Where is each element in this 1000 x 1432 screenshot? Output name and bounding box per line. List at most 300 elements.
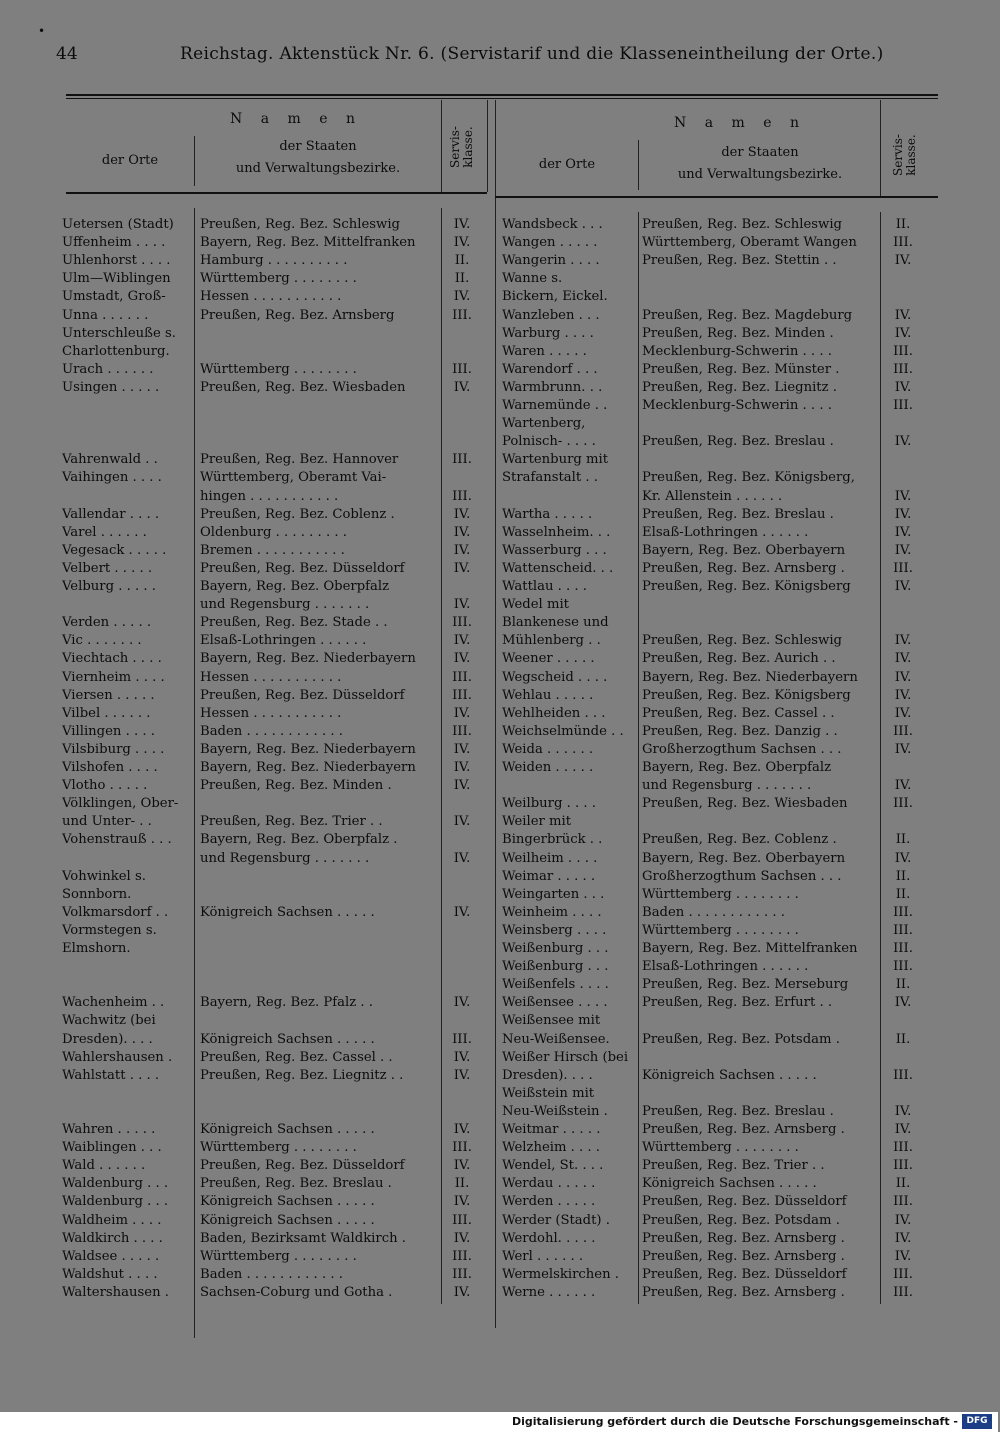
table-row xyxy=(502,976,932,994)
cell-ort: Weißenfels . . . . xyxy=(502,977,609,993)
cell-ort: Wegscheid . . . . xyxy=(502,669,608,685)
cell-staat: Bayern, Reg. Bez. Pfalz . . xyxy=(200,995,373,1011)
cell-staat: Preußen, Reg. Bez. Königsberg, xyxy=(642,470,855,486)
table-row xyxy=(502,759,932,777)
table-row xyxy=(62,469,492,487)
table-row xyxy=(502,578,932,596)
cell-staat: Hamburg . . . . . . . . . . xyxy=(200,253,348,269)
cell-ort: Viernheim . . . . xyxy=(62,669,165,685)
table-row xyxy=(62,741,492,759)
table-row xyxy=(502,741,932,759)
cell-ort: Strafanstalt . . xyxy=(502,470,598,486)
cell-klasse: IV. xyxy=(453,542,471,558)
table-row xyxy=(502,234,932,252)
cell-staat: Württemberg . . . . . . . . xyxy=(642,1140,799,1156)
table-row xyxy=(502,596,932,614)
cell-ort: Usingen . . . . . xyxy=(62,379,160,395)
cell-klasse: III. xyxy=(452,687,472,703)
cell-ort: Weißensee . . . . xyxy=(502,995,608,1011)
cell-klasse: IV. xyxy=(894,995,912,1011)
table-row xyxy=(502,723,932,741)
cell-klasse: II. xyxy=(895,977,911,993)
cell-klasse: II. xyxy=(895,1031,911,1047)
left-divider-head-2 xyxy=(441,100,442,192)
cell-staat: Sachsen-Coburg und Gotha . xyxy=(200,1284,393,1300)
table-row xyxy=(62,524,492,542)
table-row xyxy=(502,506,932,524)
cell-staat: Preußen, Reg. Bez. Liegnitz . xyxy=(642,379,837,395)
table-row xyxy=(62,325,492,343)
table-row xyxy=(502,397,932,415)
cell-klasse: IV. xyxy=(453,1067,471,1083)
cell-staat: Preußen, Reg. Bez. Hannover xyxy=(200,452,399,468)
cell-ort: Velburg . . . . . xyxy=(62,579,156,594)
cell-staat: Preußen, Reg. Bez. Minden . xyxy=(200,778,392,794)
cell-staat: Königreich Sachsen . . . . . xyxy=(200,1122,375,1137)
table-row xyxy=(62,723,492,741)
cell-klasse: III. xyxy=(893,1194,913,1210)
cell-klasse: II. xyxy=(895,886,911,902)
cell-klasse: IV. xyxy=(894,741,912,757)
cell-staat: Preußen, Reg. Bez. Potsdam . xyxy=(642,1212,840,1228)
cell-klasse: IV. xyxy=(894,669,912,685)
table-row xyxy=(502,813,932,831)
table-row xyxy=(502,940,932,958)
cell-staat: Preußen, Reg. Bez. Aurich . . xyxy=(642,651,836,667)
table-row xyxy=(502,433,932,451)
cell-klasse: IV. xyxy=(894,325,912,341)
cell-staat: Königreich Sachsen . . . . . xyxy=(200,1031,375,1047)
cell-klasse: IV. xyxy=(894,850,912,866)
cell-ort: Neu-Weißensee. xyxy=(502,1031,610,1047)
cell-ort: Vilsbiburg . . . . xyxy=(62,741,165,757)
cell-staat: Kr. Allenstein . . . . . . xyxy=(642,488,783,504)
cell-ort: Sonnborn. xyxy=(62,886,132,902)
cell-staat: Bayern, Reg. Bez. Niederbayern xyxy=(200,760,416,775)
cell-klasse: IV. xyxy=(453,235,471,251)
table-row xyxy=(62,560,492,578)
cell-ort: Weißensee mit xyxy=(502,1013,601,1029)
cell-ort: Waldsee . . . . . xyxy=(62,1248,160,1264)
cell-ort: Weitmar . . . . . xyxy=(502,1122,601,1137)
table-row xyxy=(62,578,492,596)
cell-klasse: III. xyxy=(893,343,913,359)
cell-ort: Waltershausen . xyxy=(62,1284,169,1300)
cell-staat: Württemberg, Oberamt Wangen xyxy=(642,235,857,251)
left-header-orte: der Orte xyxy=(101,153,159,168)
table-row xyxy=(502,1049,932,1067)
table-row xyxy=(502,777,932,795)
cell-klasse: IV. xyxy=(453,995,471,1011)
footer-bar xyxy=(0,1412,998,1432)
right-header-klasse: Servis- klasse. xyxy=(891,134,918,176)
cell-staat: Bayern, Reg. Bez. Oberpfalz xyxy=(642,760,832,775)
cell-klasse: IV. xyxy=(453,524,471,540)
table-row xyxy=(62,886,492,904)
table-row xyxy=(62,1067,492,1085)
table-row xyxy=(502,1212,932,1230)
table-row xyxy=(62,234,492,252)
cell-ort: Wattlau . . . . xyxy=(502,579,587,594)
table-row xyxy=(62,813,492,831)
cell-ort: Vilbel . . . . . . xyxy=(62,705,151,721)
cell-staat: Hessen . . . . . . . . . . . xyxy=(200,705,342,721)
dfg-logo: DFG xyxy=(962,1414,992,1429)
cell-klasse: III. xyxy=(452,1266,472,1282)
table-row xyxy=(62,506,492,524)
cell-staat: Bayern, Reg. Bez. Oberpfalz xyxy=(200,579,390,594)
cell-ort: Waldkirch . . . . xyxy=(62,1230,163,1246)
cell-klasse: IV. xyxy=(453,506,471,522)
table-row xyxy=(502,307,932,325)
cell-klasse: III. xyxy=(893,959,913,975)
cell-ort: Weichselmünde . . xyxy=(502,723,624,739)
cell-ort: Werl . . . . . . xyxy=(502,1248,584,1264)
table-row xyxy=(62,1266,492,1284)
table-row xyxy=(62,669,492,687)
cell-staat: Preußen, Reg. Bez. Münster . xyxy=(642,361,840,377)
cell-klasse: IV. xyxy=(894,542,912,558)
left-header-klasse: Servis- klasse. xyxy=(448,126,475,168)
table-row xyxy=(62,1049,492,1067)
cell-ort: Uetersen (Stadt) xyxy=(62,217,174,232)
cell-ort: Wachenheim . . xyxy=(62,995,165,1011)
table-row xyxy=(62,705,492,723)
cell-ort: Wahren . . . . . xyxy=(62,1122,156,1137)
cell-staat: Baden . . . . . . . . . . . . xyxy=(200,723,343,739)
cell-ort: Polnisch- . . . . xyxy=(502,434,596,450)
cell-ort: Warnemünde . . xyxy=(502,398,608,413)
cell-staat: Württemberg . . . . . . . . xyxy=(200,1140,357,1156)
cell-ort: Wehlheiden . . . xyxy=(502,705,606,721)
cell-staat: Hessen . . . . . . . . . . . xyxy=(200,289,342,305)
cell-staat: Bayern, Reg. Bez. Oberbayern xyxy=(642,542,846,558)
cell-ort: Uhlenhorst . . . . xyxy=(62,253,171,269)
cell-klasse: IV. xyxy=(453,778,471,794)
cell-ort: Waldenburg . . . xyxy=(62,1194,169,1210)
cell-ort: Wangerin . . . . xyxy=(502,253,600,269)
cell-klasse: III. xyxy=(452,307,472,323)
cell-klasse: IV. xyxy=(894,379,912,395)
left-divider-head-1 xyxy=(194,136,195,186)
page-number: 44 xyxy=(56,44,78,64)
cell-klasse: IV. xyxy=(894,1103,912,1119)
table-row xyxy=(62,252,492,270)
cell-staat: Preußen, Reg. Bez. Coblenz . xyxy=(200,506,395,522)
table-row xyxy=(502,831,932,849)
table-row xyxy=(502,1085,932,1103)
table-row xyxy=(62,343,492,361)
cell-staat: Württemberg, Oberamt Vai- xyxy=(200,470,387,486)
cell-klasse: III. xyxy=(893,398,913,413)
cell-klasse: III. xyxy=(452,723,472,739)
cell-staat: Preußen, Reg. Bez. Düsseldorf xyxy=(642,1194,847,1210)
cell-staat: Preußen, Reg. Bez. Arnsberg . xyxy=(642,1284,845,1300)
cell-ort: Unterschleuße s. xyxy=(62,325,176,341)
cell-staat: Oldenburg . . . . . . . . . xyxy=(200,524,347,540)
cell-ort: Dresden). . . . xyxy=(62,1031,153,1047)
cell-klasse: IV. xyxy=(894,687,912,703)
right-header-namen: N a m e n xyxy=(674,115,806,131)
table-row xyxy=(502,922,932,940)
cell-ort: Weißenburg . . . xyxy=(502,941,609,956)
cell-klasse: IV. xyxy=(453,741,471,757)
cell-ort: Waiblingen . . . xyxy=(62,1140,162,1156)
cell-staat: und Regensburg . . . . . . . xyxy=(200,597,370,613)
table-row xyxy=(62,632,492,650)
cell-klasse: IV. xyxy=(453,379,471,395)
cell-ort: Ulm—Wiblingen xyxy=(62,271,171,287)
cell-staat: Königreich Sachsen . . . . . xyxy=(642,1176,817,1192)
cell-ort: Wahlershausen . xyxy=(62,1049,173,1065)
table-row xyxy=(62,488,492,506)
cell-klasse: IV. xyxy=(453,597,471,613)
cell-staat: Preußen, Reg. Bez. Merseburg xyxy=(642,977,849,993)
cell-staat: Preußen, Reg. Bez. Breslau . xyxy=(200,1176,392,1192)
table-row xyxy=(62,1230,492,1248)
cell-klasse: IV. xyxy=(894,506,912,522)
cell-staat: Bayern, Reg. Bez. Oberbayern xyxy=(642,850,846,866)
cell-staat: Württemberg . . . . . . . . xyxy=(642,886,799,902)
cell-staat: Preußen, Reg. Bez. Cassel . . xyxy=(642,705,835,721)
table-row xyxy=(62,940,492,958)
cell-staat: Preußen, Reg. Bez. Arnsberg xyxy=(200,307,395,323)
cell-ort: Wendel, St. . . . xyxy=(502,1158,604,1174)
table-row xyxy=(502,1284,932,1302)
left-header-staaten: der Staaten und Verwaltungsbezirke. xyxy=(235,139,401,176)
cell-ort: Weinsberg . . . . xyxy=(502,922,607,938)
cell-staat: Württemberg . . . . . . . . xyxy=(200,271,357,287)
cell-ort: Charlottenburg. xyxy=(62,343,170,359)
table-row xyxy=(62,307,492,325)
cell-staat: Württemberg . . . . . . . . xyxy=(642,922,799,938)
table-row xyxy=(62,1212,492,1230)
cell-ort: Wald . . . . . . xyxy=(62,1158,146,1174)
top-thin-rule xyxy=(66,98,938,99)
table-row xyxy=(502,1012,932,1030)
cell-klasse: III. xyxy=(893,560,913,576)
page-title: Reichstag. Aktenstück Nr. 6. (Servistarif und die Klasseneintheilung der Orte.) xyxy=(180,44,884,64)
cell-klasse: II. xyxy=(895,1176,911,1192)
cell-klasse: IV. xyxy=(453,904,471,920)
table-row xyxy=(502,886,932,904)
cell-klasse: III. xyxy=(452,669,472,685)
table-row xyxy=(502,1248,932,1266)
cell-staat: Hessen . . . . . . . . . . . xyxy=(200,669,342,685)
cell-klasse: III. xyxy=(893,723,913,739)
table-row xyxy=(62,1085,492,1103)
cell-ort: Bingerbrück . . xyxy=(502,832,603,848)
table-row xyxy=(502,1103,932,1121)
cell-ort: Uffenheim . . . . xyxy=(62,235,166,251)
cell-klasse: IV. xyxy=(894,524,912,540)
cell-staat: Bayern, Reg. Bez. Niederbayern xyxy=(200,741,416,757)
right-outer-divider xyxy=(495,100,496,1328)
table-row xyxy=(502,1067,932,1085)
cell-staat: Preußen, Reg. Bez. Trier . . xyxy=(200,814,383,830)
cell-klasse: II. xyxy=(454,253,470,269)
left-divider-head-3 xyxy=(487,100,488,192)
cell-ort: Vlotho . . . . . xyxy=(62,778,148,794)
table-row xyxy=(502,216,932,234)
cell-klasse: IV. xyxy=(894,651,912,667)
table-row xyxy=(62,1284,492,1302)
cell-ort: Weilheim . . . . xyxy=(502,850,598,866)
cell-ort: Weiden . . . . . xyxy=(502,760,594,775)
cell-staat: Preußen, Reg. Bez. Coblenz . xyxy=(642,832,837,848)
cell-ort: Vahrenwald . . xyxy=(62,452,158,468)
cell-ort: Weißer Hirsch (bei xyxy=(502,1049,629,1065)
cell-klasse: III. xyxy=(452,615,472,631)
cell-staat: Bayern, Reg. Bez. Oberpfalz . xyxy=(200,832,398,848)
cell-ort: Verden . . . . . xyxy=(62,615,152,631)
cell-klasse: III. xyxy=(893,922,913,938)
cell-ort: Wandsbeck . . . xyxy=(502,217,603,232)
cell-klasse: III. xyxy=(452,488,472,504)
table-row xyxy=(62,687,492,705)
cell-ort: Werder (Stadt) . xyxy=(502,1212,610,1228)
table-row xyxy=(502,343,932,361)
cell-ort: Weißstein mit xyxy=(502,1085,595,1101)
table-row xyxy=(62,1193,492,1211)
table-row xyxy=(62,1012,492,1030)
table-row xyxy=(502,850,932,868)
table-row xyxy=(502,469,932,487)
cell-ort: Wachwitz (bei xyxy=(62,1013,156,1029)
cell-klasse: IV. xyxy=(453,289,471,305)
table-row xyxy=(502,1193,932,1211)
cell-ort: Wanzleben . . . xyxy=(502,307,600,323)
cell-ort: Elmshorn. xyxy=(62,941,131,956)
cell-klasse: IV. xyxy=(453,814,471,830)
table-row xyxy=(502,632,932,650)
table-row xyxy=(62,397,492,415)
table-row xyxy=(502,1121,932,1139)
cell-staat: Elsaß-Lothringen . . . . . . xyxy=(200,633,367,649)
cell-klasse: IV. xyxy=(894,778,912,794)
table-row xyxy=(502,1157,932,1175)
cell-klasse: IV. xyxy=(894,1212,912,1228)
cell-klasse: IV. xyxy=(894,488,912,504)
table-row xyxy=(62,1157,492,1175)
table-row xyxy=(62,1121,492,1139)
left-header-namen: N a m e n xyxy=(230,111,362,127)
table-row xyxy=(502,379,932,397)
cell-staat: Königreich Sachsen . . . . . xyxy=(200,904,375,920)
table-row xyxy=(502,904,932,922)
cell-klasse: IV. xyxy=(453,850,471,866)
cell-staat: Preußen, Reg. Bez. Magdeburg xyxy=(642,307,853,323)
table-row xyxy=(62,650,492,668)
cell-staat: Baden . . . . . . . . . . . . xyxy=(642,904,785,920)
cell-ort: Viersen . . . . . xyxy=(62,687,155,703)
cell-klasse: IV. xyxy=(453,1194,471,1210)
cell-klasse: IV. xyxy=(453,705,471,721)
table-row xyxy=(502,1139,932,1157)
table-row xyxy=(502,650,932,668)
cell-staat: Preußen, Reg. Bez. Düsseldorf xyxy=(200,560,405,576)
cell-ort: Waren . . . . . xyxy=(502,343,587,359)
cell-ort: Neu-Weißstein . xyxy=(502,1103,608,1119)
cell-staat: Preußen, Reg. Bez. Trier . . xyxy=(642,1158,825,1174)
cell-klasse: III. xyxy=(452,1248,472,1264)
cell-klasse: II. xyxy=(895,868,911,884)
table-row xyxy=(62,904,492,922)
table-row xyxy=(502,451,932,469)
cell-staat: Preußen, Reg. Bez. Arnsberg . xyxy=(642,1230,845,1246)
cell-ort: Werden . . . . . xyxy=(502,1194,596,1210)
cell-ort: Waldenburg . . . xyxy=(62,1176,169,1192)
table-row xyxy=(502,325,932,343)
cell-klasse: II. xyxy=(454,1176,470,1192)
table-row xyxy=(502,288,932,306)
cell-staat: Preußen, Reg. Bez. Stettin . . xyxy=(642,253,837,269)
cell-ort: Blankenese und xyxy=(502,615,609,631)
cell-ort: Wartenberg, xyxy=(502,416,586,432)
cell-ort: Villingen . . . . xyxy=(62,723,155,739)
cell-ort: Wartha . . . . . xyxy=(502,506,593,522)
cell-klasse: IV. xyxy=(453,1230,471,1246)
cell-staat: und Regensburg . . . . . . . xyxy=(200,850,370,866)
right-divider-head-2 xyxy=(880,100,881,196)
cell-ort: Weener . . . . . xyxy=(502,651,595,667)
cell-staat: Preußen, Reg. Bez. Düsseldorf xyxy=(642,1266,847,1282)
right-header-staaten: der Staaten und Verwaltungsbezirke. xyxy=(677,145,843,182)
cell-staat: Königreich Sachsen . . . . . xyxy=(200,1212,375,1228)
cell-klasse: IV. xyxy=(453,1122,471,1137)
table-row xyxy=(502,415,932,433)
table-row xyxy=(62,795,492,813)
cell-klasse: III. xyxy=(893,904,913,920)
cell-klasse: III. xyxy=(452,1212,472,1228)
cell-ort: Wasselnheim. . . xyxy=(502,524,611,540)
cell-staat: Baden . . . . . . . . . . . . xyxy=(200,1266,343,1282)
cell-ort: Weiler mit xyxy=(502,814,572,830)
table-row xyxy=(62,379,492,397)
cell-klasse: III. xyxy=(893,235,913,251)
cell-klasse: III. xyxy=(893,1266,913,1282)
table-row xyxy=(62,777,492,795)
cell-ort: Vohwinkel s. xyxy=(62,868,146,884)
table-row xyxy=(62,433,492,451)
cell-staat: Preußen, Reg. Bez. Schleswig xyxy=(642,633,843,649)
table-row xyxy=(502,1175,932,1193)
cell-staat: Preußen, Reg. Bez. Stade . . xyxy=(200,615,388,631)
cell-staat: Württemberg . . . . . . . . xyxy=(200,361,357,377)
cell-ort: Wattenscheid. . . xyxy=(502,560,614,576)
table-row xyxy=(502,1031,932,1049)
cell-ort: Weingarten . . . xyxy=(502,886,605,902)
table-row xyxy=(62,288,492,306)
cell-ort: Varel . . . . . . xyxy=(62,524,147,540)
cell-staat: Elsaß-Lothringen . . . . . . xyxy=(642,959,809,975)
cell-staat: Preußen, Reg. Bez. Arnsberg . xyxy=(642,1122,845,1137)
table-row xyxy=(62,216,492,234)
cell-klasse: IV. xyxy=(453,633,471,649)
table-row xyxy=(62,1175,492,1193)
cell-klasse: III. xyxy=(893,1284,913,1300)
cell-klasse: IV. xyxy=(453,217,471,232)
cell-klasse: IV. xyxy=(894,1248,912,1264)
cell-ort: Wartenburg mit xyxy=(502,452,609,468)
cell-ort: Waldshut . . . . xyxy=(62,1266,158,1282)
cell-ort: Welzheim . . . . xyxy=(502,1140,601,1156)
cell-staat: Bayern, Reg. Bez. Mittelfranken xyxy=(200,235,416,251)
table-row xyxy=(502,868,932,886)
cell-ort: und Unter- . . xyxy=(62,814,152,830)
table-row xyxy=(62,759,492,777)
cell-klasse: IV. xyxy=(453,760,471,775)
